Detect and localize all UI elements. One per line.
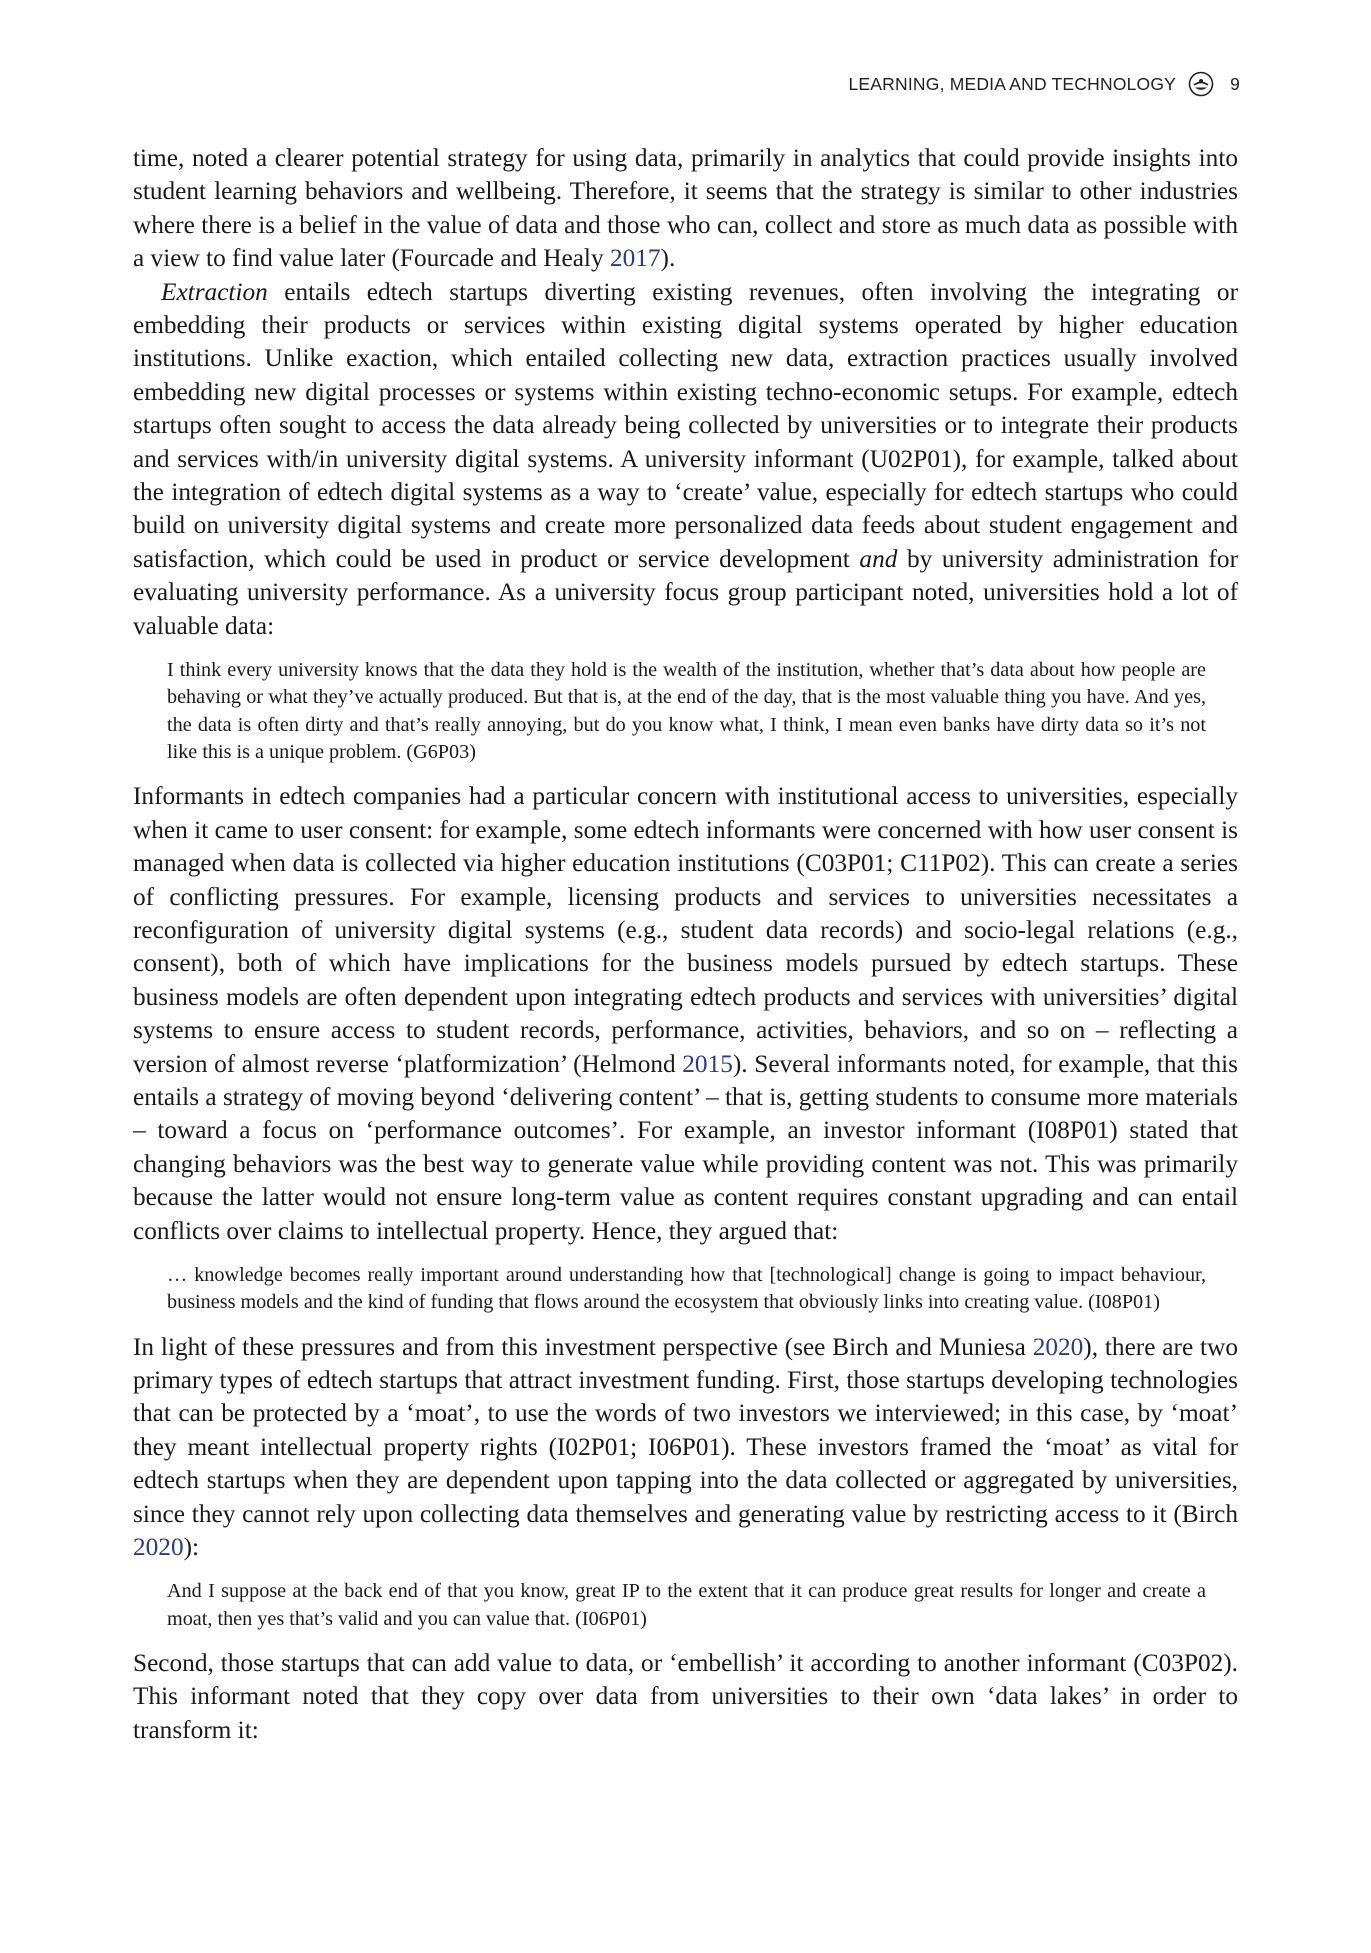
emphasis: and xyxy=(859,544,898,573)
citation-link[interactable]: 2015 xyxy=(682,1049,733,1078)
emphasis: Extraction xyxy=(161,277,268,306)
paragraph-4: In light of these pressures and from this investment perspective (see Birch and Muniesa 2020), there are two primary types of edtech startups that attract investment funding. First, those startups developing technologies that can be protected by a ‘moat’, to use the words of two investors we interviewed; in this case, by ‘moat’ they meant intellectual property rights (I02P01; I06P01). These investors framed the ‘moat’ as vital for edtech startups when they are dependent upon tapping into the data collected or aggregated by universities, since they cannot rely upon collecting data themselves and generating value by restricting access to it (Birch 2020): xyxy=(133,1332,1238,1561)
citation-link[interactable]: 2020 xyxy=(1032,1332,1084,1361)
citation-link[interactable]: 2020 xyxy=(133,1533,184,1561)
article-body xyxy=(133,142,1238,1747)
block-quote-2: … knowledge becomes really important around understanding how that [technological] change is going to impact behaviour, business models and the kind of funding that flows around the ecosystem that obviously links into creating value. (I08P01) xyxy=(167,1263,1206,1314)
page-number: 9 xyxy=(1230,73,1240,94)
paragraph-1: time, noted a clearer potential strategy for using data, primarily in analytics that could provide insights into student learning behaviors and wellbeing. Therefore, it seems that the strategy is similar to other industries where there is a belief in the value of data and those who can, collect and store as much data as possible with a view to find value later (Fourcade and Healy 2017). xyxy=(133,144,1238,273)
journal-title: LEARNING, MEDIA AND TECHNOLOGY xyxy=(848,73,1177,94)
block-quote-3: And I suppose at the back end of that you know, great IP to the extent that it can produce great results for longer and create a moat, then yes that’s valid and you can value that. (I06P01) xyxy=(167,1580,1206,1630)
journal-logo-icon xyxy=(1188,71,1214,97)
paragraph-2: Extraction entails edtech startups diverting existing revenues, often involving the integrating or embedding their products or services within existing digital systems operated by higher education institutions. Unlike exaction, which entailed collecting new data, extraction practices usually involved embedding new digital processes or systems within existing techno-economic setups. For example, edtech startups often sought to access the data already being collected by universities or to integrate their products and services with/in university digital systems. A university informant (U02P01), for example, talked about the integration of edtech digital systems as a way to ‘create’ value, especially for edtech startups who could build on university digital systems and create more personalized data feeds about student engagement and satisfaction, which could be used in product or service development and by university administration for evaluating university performance. As a university focus group participant noted, universities hold a lot of valuable data: xyxy=(133,277,1239,640)
running-header xyxy=(849,71,1241,97)
citation-link[interactable]: 2017 xyxy=(609,244,661,273)
paragraph-3: Informants in edtech companies had a particular concern with institutional access to universities, especially when it came to user consent: for example, some edtech informants were concerned with how user consent is managed when data is collected via higher education institutions (C03P01; C11P02). This can create a series of conflicting pressures. For example, licensing products and services to universities necessitates a reconfiguration of university digital systems (e.g., student data records) and socio-legal relations (e.g., consent), both of which have implications for the business models pursued by edtech startups. These business models are often dependent upon integrating edtech products and services with universities’ digital systems to ensure access to student records, performance, activities, behaviors, and so on – reflecting a version of almost reverse ‘platformization’ (Helmond 2015). Several informants noted, for example, that this entails a strategy of moving beyond ‘delivering content’ – that is, getting students to consume more materials – toward a focus on ‘performance outcomes’. For example, an investor informant (I08P01) stated that changing behaviors was the best way to generate value while providing content was not. This was primarily because the latter would not ensure long-term value as content requires constant upgrading and can entail conflicts over claims to intellectual property. Hence, they argued that: xyxy=(133,782,1238,1245)
paragraph-5: Second, those startups that can add value to data, or ‘embellish’ it according to another informant (C03P02). This informant noted that they copy over data from universities to their own ‘data lakes’ in order to transform it: xyxy=(133,1649,1238,1744)
block-quote-1: I think every university knows that the data they hold is the wealth of the institution, whether that’s data about how people are behaving or what they’ve actually produced. But that is, at the end of the day, that is the most valuable thing you have. And yes, the data is often dirty and that’s really annoying, but do you know what, I think, I mean even banks have dirty data so it’s not like this is a unique problem. (G6P03) xyxy=(167,659,1206,763)
